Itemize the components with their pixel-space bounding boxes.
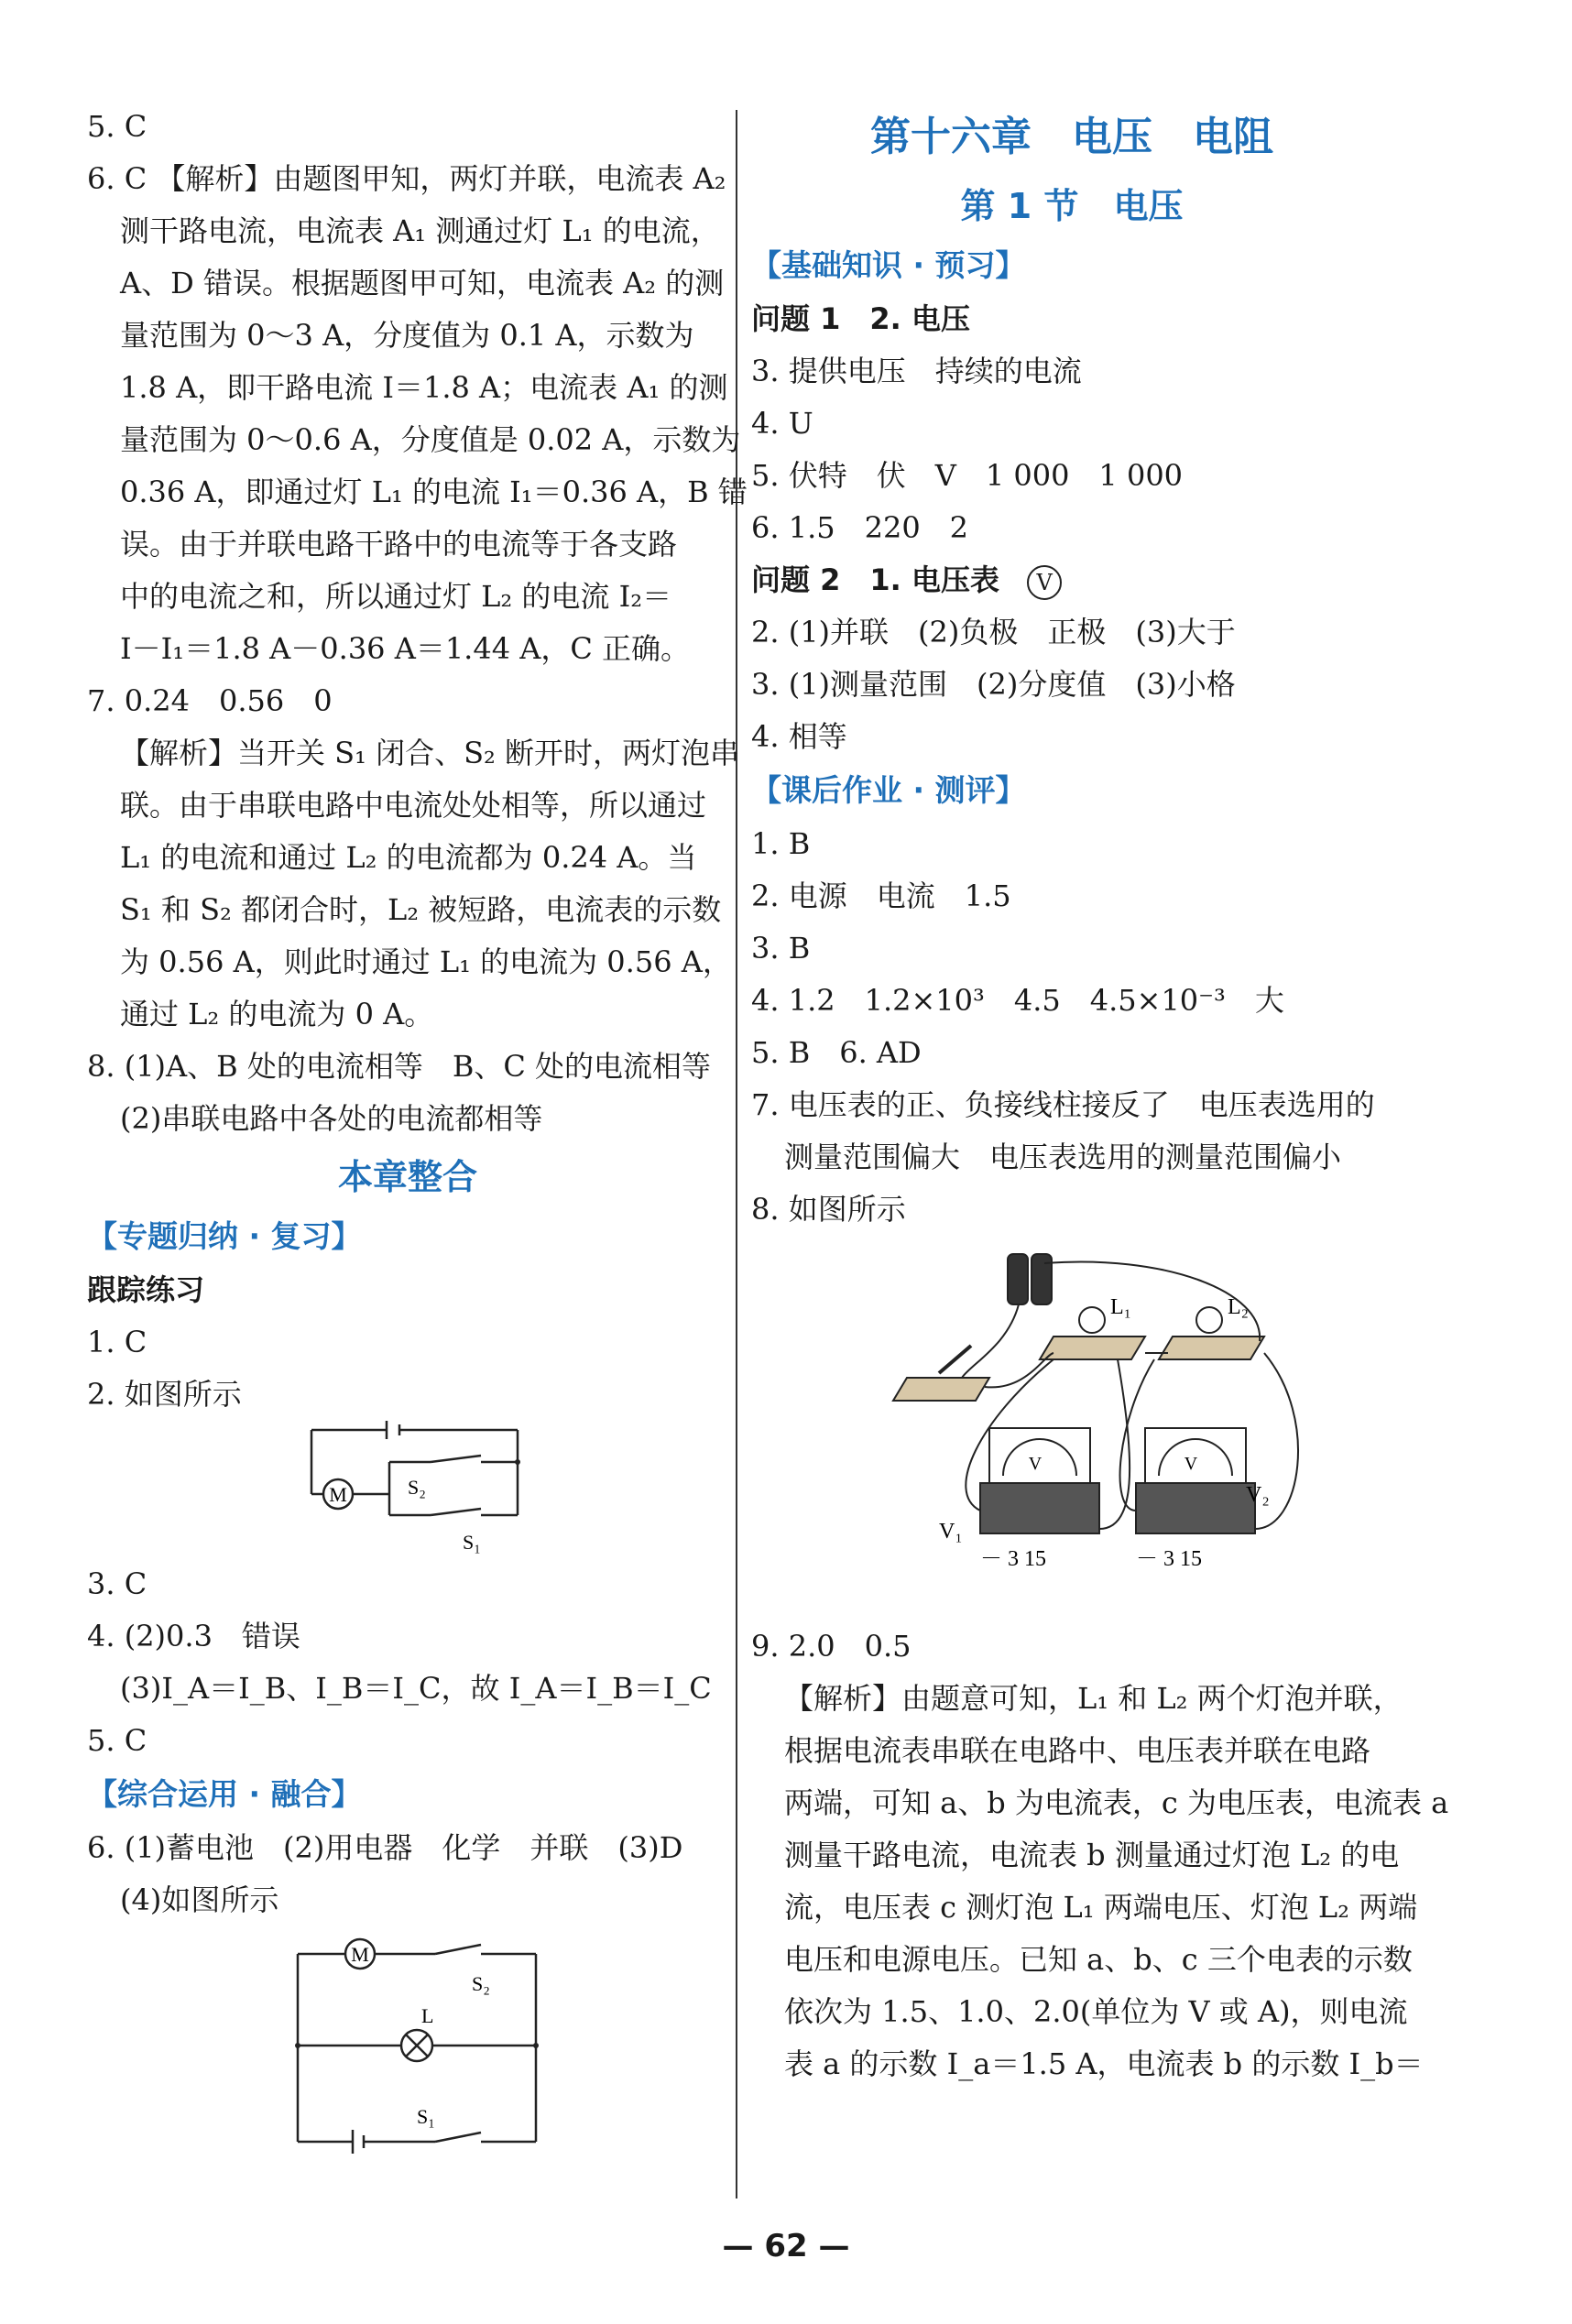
subheading: 跟踪练习 xyxy=(87,1272,205,1307)
motor-label: M xyxy=(351,1943,369,1966)
answer-6-line: 测干路电流，电流表 A₁ 测通过灯 L₁ 的电流， xyxy=(120,213,720,248)
answer-9-line: 表 a 的示数 I_a＝1.5 A，电流表 b 的示数 I_b＝ xyxy=(784,2046,1424,2081)
answer-line: 1. B xyxy=(751,826,811,861)
answer-6b: 6. (1)蓄电池 (2)用电器 化学 并联 (3)D xyxy=(87,1830,683,1865)
answer-line: 4. 1.2 1.2×10³ 4.5 4.5×10⁻³ 大 xyxy=(751,983,1284,1018)
answer-9: 9. 2.0 0.5 xyxy=(751,1629,912,1664)
answer-7-line: 【解析】当开关 S₁ 闭合、S₂ 断开时，两灯泡串 xyxy=(120,736,740,770)
answer-4-line: (3)I_A＝I_B、I_B＝I_C，故 I_A＝I_B＝I_C xyxy=(120,1671,712,1706)
answer-line: 3. B xyxy=(751,931,811,966)
switch-s2-label: S₂ xyxy=(472,1972,490,1995)
voltmeter-v2-label: V₂ xyxy=(1246,1483,1270,1507)
answer-6-line: 量范围为 0～3 A，分度值为 0.1 A，示数为 xyxy=(120,318,694,353)
switch-s2-label: S₂ xyxy=(408,1476,426,1499)
answer-4: 4. (2)0.3 错误 xyxy=(87,1619,300,1653)
section-heading: 【专题归纳 · 复习】 xyxy=(87,1218,362,1254)
voltmeter-v1-label: V₁ xyxy=(939,1520,963,1544)
lamp-l2-label: L₂ xyxy=(1228,1295,1250,1319)
answer-6-line: A、D 错误。根据题图甲可知，电流表 A₂ 的测 xyxy=(120,266,725,300)
answer-line: 测量范围偏大 电压表选用的测量范围偏小 xyxy=(784,1140,1342,1174)
lamp-l1-label: L₁ xyxy=(1110,1295,1132,1319)
answer-6-line: 中的电流之和，所以通过灯 L₂ 的电流 I₂＝ xyxy=(120,579,672,614)
answer-6-line: 1.8 A，即干路电流 I＝1.8 A；电流表 A₁ 的测 xyxy=(120,370,728,405)
question-2-text: 问题 2 1. 电压表 xyxy=(751,562,999,597)
answer-8-line: (2)串联电路中各处的电流都相等 xyxy=(120,1101,543,1136)
circuit-diagram-2 xyxy=(87,1926,728,2155)
answer-7-line: 通过 L₂ 的电流为 0 A。 xyxy=(120,997,434,1031)
answer-6-line: 6. C 【解析】由题图甲知，两灯并联，电流表 A₂ xyxy=(87,161,726,196)
answer-line: 5. 伏特 伏 V 1 000 1 000 xyxy=(751,458,1184,493)
answer-line: 2. (1)并联 (2)负极 正极 (3)大于 xyxy=(751,615,1236,649)
meter-face-label: V xyxy=(1028,1454,1043,1474)
lamp-label: L xyxy=(421,2004,434,2027)
answer-7-line: 为 0.56 A，则此时通过 L₁ 的电流为 0.56 A， xyxy=(120,944,732,979)
answer-8: 8. (1)A、B 处的电流相等 B、C 处的电流相等 xyxy=(87,1049,712,1084)
answer-7-line: L₁ 的电流和通过 L₂ 的电流都为 0.24 A。当 xyxy=(120,840,697,875)
answer-7: 7. 0.24 0.56 0 xyxy=(87,683,333,718)
right-column xyxy=(751,101,1449,2090)
answer-line: 8. 如图所示 xyxy=(751,1192,906,1227)
answer-2: 2. 如图所示 xyxy=(87,1377,242,1412)
voltmeter-symbol-letter: V xyxy=(1036,569,1053,595)
answer-9-line: 两端，可知 a、b 为电流表，c 为电压表，电流表 a xyxy=(784,1785,1449,1820)
answer-6-line: 0.36 A，即通过灯 L₁ 的电流 I₁＝0.36 A，B 错 xyxy=(120,475,748,509)
answer-6-line: 量范围为 0～0.6 A，分度值是 0.02 A，示数为 xyxy=(120,422,741,457)
voltmeter-symbol-icon xyxy=(1027,565,1062,600)
switch-s1-label: S₁ xyxy=(417,2105,435,2128)
answer-line: 3. (1)测量范围 (2)分度值 (3)小格 xyxy=(751,667,1236,702)
answer-9-line: 依次为 1.5、1.0、2.0(单位为 V 或 A)，则电流 xyxy=(784,1994,1408,2029)
question-2 xyxy=(751,554,1392,606)
answer-line: 5. B 6. AD xyxy=(751,1035,922,1070)
answer-1: 1. C xyxy=(87,1325,147,1359)
chapter-title: 第十六章 电压 电阻 xyxy=(870,114,1273,160)
switch-s1-label: S₁ xyxy=(463,1531,481,1554)
section-title: 第 1 节 电压 xyxy=(960,186,1184,226)
section-heading: 【课后作业 · 测评】 xyxy=(751,772,1026,808)
answer-5: 5. C xyxy=(87,109,147,144)
answer-3: 3. C xyxy=(87,1566,147,1601)
question-1: 问题 1 2. 电压 xyxy=(751,301,970,336)
section-heading: 【基础知识 · 预习】 xyxy=(751,247,1026,283)
answer-6-line: I－I₁＝1.8 A－0.36 A＝1.44 A，C 正确。 xyxy=(120,631,691,666)
answer-line: 4. 相等 xyxy=(751,719,847,754)
answer-7-line: 联。由于串联电路中电流处处相等，所以通过 xyxy=(120,788,707,823)
answer-9-line: 根据电流表串联在电路中、电压表并联在电路 xyxy=(784,1733,1371,1768)
answer-line: 7. 电压表的正、负接线柱接反了 电压表选用的 xyxy=(751,1087,1375,1122)
section-heading: 【综合运用 · 融合】 xyxy=(87,1776,362,1812)
left-column xyxy=(87,101,748,2155)
answer-6b-line: (4)如图所示 xyxy=(120,1882,279,1917)
answer-6-line: 误。由于并联电路干路中的电流等于各支路 xyxy=(120,527,678,562)
answer-9-line: 【解析】由题意可知，L₁ 和 L₂ 两个灯泡并联， xyxy=(784,1681,1403,1716)
answer-9-line: 测量干路电流，电流表 b 测量通过灯泡 L₂ 的电 xyxy=(784,1838,1400,1872)
circuit-diagram-1 xyxy=(87,1421,728,1558)
answer-5b: 5. C xyxy=(87,1723,147,1758)
page-number: — 62 — xyxy=(722,2228,850,2264)
answer-9-line: 流，电压表 c 测灯泡 L₁ 两端电压、灯泡 L₂ 两端 xyxy=(784,1890,1418,1925)
terminal-labels-2: － 3 15 xyxy=(1136,1547,1202,1571)
circuit-diagram-3 xyxy=(751,1236,1392,1620)
terminal-labels-1: － 3 15 xyxy=(980,1547,1046,1571)
answer-7-line: S₁ 和 S₂ 都闭合时，L₂ 被短路，电流表的示数 xyxy=(120,892,722,927)
chapter-summary-title: 本章整合 xyxy=(337,1157,477,1197)
meter-face-label: V xyxy=(1184,1454,1198,1474)
motor-label: M xyxy=(329,1483,347,1506)
answer-9-line: 电压和电源电压。已知 a、b、c 三个电表的示数 xyxy=(784,1942,1413,1977)
answer-line: 6. 1.5 220 2 xyxy=(751,510,969,545)
answer-line: 2. 电源 电流 1.5 xyxy=(751,878,1011,913)
answer-line: 3. 提供电压 持续的电流 xyxy=(751,354,1082,388)
answer-line: 4. U xyxy=(751,406,813,441)
